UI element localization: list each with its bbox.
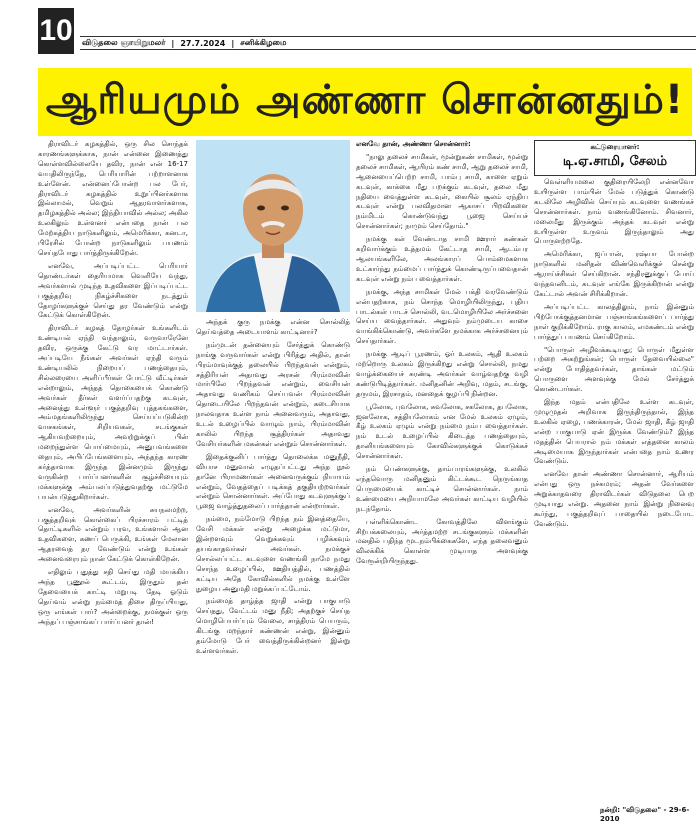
header-separator: |: [231, 38, 235, 48]
headline-banner: [38, 68, 692, 136]
paragraph: எனவே, அவர்களின் சுயநலமற்ற, பகுத்தறிவுக் கொள்கைப் பிரச்சாரம் பட்டித் தொட்டிகளில் என்றும் பரவ, உங்களால் ஆன உதவிகளை, கணப் பெருக்கி, உங்கள் மேலான ஆதரவைத் தர வேண்டும் என்று உங்கள் அனைவரையும் நான் கேட்டுக் கொள்கிறேன்.: [38, 505, 188, 564]
paragraph: எனவே, அப்படிப்பட்ட பெரியார் தொண்டர்கள் தைரியமாக வெளியே வந்து, அவர்களால் முடிந்த உதவிகளை இப்படிப்பட்ட பகுத்தறிவு நிகழ்ச்சிகளை நடத்தும் தோழர்களுக்குச் செய்து தர வேண்டும் என்று கேட்டுக் கொள்கிறேன்.: [38, 261, 188, 320]
paragraph: பூலோக, புவலோக, சுவலோக, சகலோக, தபலோக, ஜனலோக, சத்தியலோகம் என மேல் உலகம் ஏழும், கீழ் உலகம் ஏழும் என்று நம்மை நம்ப வைத்தார்கள். நம் உடல் உழைப்பில் கிடைத்த பணத்தையும், தானியங்களையும் கோவில்களுக்குக் கொடுக்கச் சொன்னார்கள்.: [356, 402, 528, 461]
paragraph: "நாலு தலைச் சாமிகள், மூன்றுகண் சாமிகள், மூன்று தலைச் சாமிகள், ஆயிரம் கண் சாமி, ஆறு தலைச் சாமி, ஆனையைப்பெற்ற சாமி, பாம்பு சாமி, காளை ஏறும் கடவுள், காக்கை மீது பறக்கும் கடவுள், தலை மீது நதியை வைத்துள்ள கடவுள், கையில் சூலம் ஏந்திய கடவுள் என்று பலவிதமான ஆகாசப் பிறவிகளை நம்மிடம் கொண்டுவந்து பூஜை செய்யச் சொன்னார்கள்; நாமும் செய்தோம்.": [356, 152, 528, 231]
publication-name: விடுதலை ஞாயிறுமலர்: [82, 38, 166, 47]
paragraph: திராவிடர் கழகத்தில், ஒரு சில சொந்தக் காரணங்களுக்காக, நான் என்னை இணைத்து கொள்ளவில்லையே தவிர, நான் என் 16-17 வயதிலிருந்தே, பெரியாரின் பற்றாளனாக உள்ளேன். என்னைப்போன்ற பல பேர், திராவிடர் கழகத்தில் உறுப்பினர்களாக இல்லாமல், வெறும் ஆதரவாளர்களாக, தமிழகத்தில் அல்ல; இந்தியாவில் அல்ல; அகில உலகிலும் உள்ளனர் என்பதை நான் பல மேற்கத்திய நாடுகளிலும், அமெரிக்கா, கனடா, பிரேசில் போன்ற நாடுகளிலும் பயணம் செய்தபோது பார்த்திருக்கிறேன்.: [38, 140, 188, 257]
header-strip: [80, 36, 696, 50]
byline-box: [534, 140, 696, 176]
byline-author: டி.ஏ.சாமி, சேலம்: [562, 154, 668, 169]
paragraph: வெள்ளியமலை குதிரையிலேறி என்னவோ உயிருள்ள பாம்பின் மேல் படுத்துக் கொண்டு கடலிலே அழிவில் செய்யும் கடவுளை வணங்கச் சொன்னார்கள். நாம் வணங்கினோம். சிவனார், மலைமீது இருக்கும் அந்தக் கடவுள் என்று உயிருள்ள உருவம் இருந்தாலும் அது பொருளற்றதே.: [534, 178, 694, 246]
issue-date: 27.7.2024: [180, 38, 226, 48]
issue-day: சனிக்கிழமை: [240, 38, 287, 47]
paragraph: இந்த மதம் என்பதிலே உள்ள கடவுள், முழுமுதல் அறிவாக இருந்திருந்தால், இந்த உலகில் ஏழை, பணக்காரன், மேல் ஜாதி, கீழ் ஜாதி என்ற பாகுபாடு ஏன் இருக்க வேண்டும்? இந்த மதத்தின் பெயரால் நம் மக்கள் எத்தனை காலம் அடிமையாக இருந்தார்கள் என்பதை நாம் உணர வேண்டும்.: [534, 398, 694, 466]
source-credit: நன்றி: "விடுதலை" - 29-6-2010: [600, 806, 690, 823]
article-column-2: [196, 318, 350, 814]
paragraph: எதிலும் புதுத்து சதி செய்து மதி மயக்கிய அந்த பூணூல் கூட்டம், இருதும் தன் தேவையைக் காட்டி மறுபடி தேடி ஓடும் தெய்வம் என்று நம்மைத் திசை திருப்பியது, ஒரு எங்கள் பார்? அன்றைக்கு, நமக்குள் ஒரு அந்தப் பஞ்சாங்கப் பார்ப்பனர் தான்!: [38, 568, 188, 626]
page-header: [0, 0, 700, 64]
section-subhead: எனவே தான், அண்ணா சொன்னார்:: [356, 140, 471, 148]
page-number: 10: [38, 8, 74, 54]
paragraph: "பொருள் அழிவக்கூடியது; பொருள் மீதுள்ள பற்றை அகற்றுங்கள்; பொருள் தேவையில்லை" என்று போதித்தவர்கள், தாங்கள் மட்டும் பொருளை அளவுக்கு மேல் சேர்த்துக் கொண்டார்கள்.: [534, 345, 694, 394]
paragraph: எனவே தான் அண்ணா சொன்னார், ஆரியம் என்பது ஒரு நச்சுமரம்; அதன் வேர்களை அறுக்காதவரை திராவிடர்கள் விடுதலை பெற முடியாது என்று. அதனை நாம் இன்று நினைவு கூர்ந்து, பகுத்தறிவுப் பாதையில் நடைபோட வேண்டும்.: [534, 470, 694, 528]
paragraph: நமக்கு கள் வேண்டாத சாமி ஊரார் கண்கள் கறிவார்க்கும் உத்தமம் கேட்டாத சாமி, ஆடம்பர ஆலயங்களிலே, அலங்காரப் பொம்மைகளாக உட்கார்ந்து நம்மைப் பார்த்துக் கொண்டிருப்பவைதான் கடவுள் என்று நம்ப வைத்தார்கள்.: [356, 235, 528, 283]
paragraph: நம்மை, நம்மோடு பிறந்த நம் இனத்தையே, வேசி மக்கள் என்று அழைக்க மட்டுமா, இன்றளவும் வெறுக்கவும் பழிக்கவும் தயங்காதவர்கள் அவர்கள். நமக்குச் சொல்லப்பட்ட கடவுளை வணங்கி நாமே நமது சொந்த உழைப்பில், ஊதியத்தில், பணத்தில் கட்டிய அதே கோவில்களில் நமக்கு உள்ளே நுழைய அனுமதி மறுக்கப்பட்டோம்.: [196, 515, 350, 593]
paragraph: இதைக்குனிப் பார்த்து தொலைக்க மனுநீதி, வியாச மனுவால் எழுதப்பட்டது அந்த நூல் தானே பிராமணர்கள் அனைவருக்கும் நியாயம் என்றும், வேதத்தைப் படிக்கத் தகுதியற்றவர்கள் என்றும் சொன்னார்கள். அப்போது கடவுளுக்குப் பூஜை வாழ்த்துதலைப் பார்த்தான் என்றார்கள்.: [196, 452, 350, 511]
paragraph: நம்மைத் தாழ்த்த ஜாதி என்று பாகுபாடு செய்தது, வேட்டம் மனு நீதி; அதற்குச் செய்த மொழிபெயர்ப்பும் வேலை, சாத்திரம் பெயரும், கிடங்கு மறந்தார் கண்ணன் என்று, இன்னும் தம்மோடு பேர் வைத்திருக்கின்றனர் இன்று உள்ளவர்கள்.: [196, 597, 350, 655]
paragraph: திராவிடர் கழகத் தோழர்கள் உங்களிடம் உண்டியல் ஏந்தி வந்தாலும், வருவாரேனே தவிர, ஒருக்கு கேட்டு வர மாட்டார்கள். அப்படியே நீங்கள் அவர்கள் ஏந்தி வரும் உண்டியலில் நிறையப் பணத்தையும், சில்லரையை அளிப்பீர்கள் போட்டு வீட்டிர்கள் என்றாலும், அந்தத் தொகையைக் கொண்டு அவர்கள் தீர்கள் வளர்ப்பதற்கு கடவுள், அனைத்து உள்ளூர் பகுத்தறிவு புத்தகங்களை, அம்மதங்களிலிருந்து செய்யப்படுகின்ற வாசகங்கள், சிறியவகள், சடங்குகள் ஆகியவற்றையும், அவற்றுக்குப் பின் மறைந்துள்ள பொய்மையும், அனுபவங்களை தையும், அபிப்பேங்களையும், அந்தந்த காரண கர்த்தாவாக இருந்த இன்னமும் இருந்து வருகின்ற பார்ப்பனர்களின் சூழ்ச்சியையும் மக்களுக்கு அம்பலப்படுத்துவதற்கு மட்டுமே பயன்படுத்துகிறார்கள்.: [38, 324, 188, 501]
portrait-illustration: [196, 140, 350, 312]
article-column-1: [38, 140, 188, 814]
byline-label: கட்டுரையாளர்:: [590, 143, 640, 151]
paragraph: அமெரிக்கா, ஜப்பான், ரஷ்யா போன்ற நாடுகளில் மனிதன் விண்வெளிக்குச் சென்று ஆராய்ச்சிகள் செய்கிறான். சந்திரனுக்குப் போய் வந்தவனிடம், கடவுள் எங்கே இருக்கிறான் என்று கேட்டால் அவன் சிரிக்கிறான்.: [534, 250, 694, 298]
paragraph: நம் பெண்களுக்கு, தாம்பாரங்களுக்கு, உலகில் எந்தவொரு மனிதனும் கிட்டக்கூட நெருங்காத பெருமையைக் காட்டிச் சொன்னார்கள். நாம் உண்மையை அறியாமலே அவர்கள் காட்டிய வழியில் நடந்தோம்.: [356, 465, 528, 513]
paragraph: அந்தக் குரு நமக்கு என்ன சொல்லித் தெய்வத்தை அடையாளம் காட்டினார்?: [196, 318, 350, 336]
paragraph: நம்முடன் தன்னையும் சேர்த்துக் கொண்டு நாங்கு வருவார்கள் என்று பிரித்து அதில், தான் பிரம்மாவுக்குத் தலையில் பிறந்தவன் என்றும், சத்திரியன் அதாவது அரசன் பிரம்மாவின் மார்பிலே பிறந்தவன் என்றும், வைசியன் அதாவது வணிகம் செய்பவன் பிரம்மாவின் தொடையிலே பிறந்தவன் என்றும், கடைசியாக நாலவதாக உள்ள நாம் அனைவரும், அதாவது, உடல் உழைப்பில் வாழும் நாம், பிரம்மாவின் காலில் பிறந்த சூத்திரர்கள் அதாவது வேசியர்களின் மகன்கள் என்றும் சொன்னார்கள்.: [196, 340, 350, 448]
author-portrait: [196, 140, 350, 312]
headline: ஆரியமும் அண்ணா சொன்னதும்!: [45, 76, 685, 123]
article-column-4: [534, 178, 694, 814]
paragraph: நமக்கு ஆடிப் பூரணம், ஓர் உலகம், ஆதி உலகம் மற்றொரு உலகம் இருக்கிறது என்று சொல்லி, நமது வாழ்க்கையைச் சுரண்டி அவர்கள் வாழ்வதற்கு வழி கண்டுபிடித்தார்கள். மனிதனின் அறிவு, மதம், சடங்கு, தருமம், இரசாதம், மனதைக் குழப்பி நின்றன.: [356, 350, 528, 398]
article-column-3: [356, 140, 528, 814]
paragraph: அப்படிப்பட்ட காலத்திலும், நாம் இன்னும் பிற்போக்குத்தனமான பஞ்சாங்கங்களைப் பார்த்து நாள் குறிக்கிறோம். ராகு காலம், எமகண்டம் என்று பார்த்துப் பயணம் செய்கிறோம்.: [534, 302, 694, 341]
paragraph: பள்ளிக்கொண்ட கோவத்திலே விளங்கும் சிற்பக்கலையும், அர்த்தமற்ற சடங்குகளும் மக்களின் மனதில் பதிந்த மூடநம்பிக்கைகளே, எந்த தலைவனும் விலக்கிக் கொள்ள முடியாத அளவுக்கு வேரூன்றியிருந்தது.: [356, 517, 528, 566]
header-separator: |: [171, 38, 175, 48]
paragraph: நமக்கு, அந்த சாமிகள் மேல் பக்தி வரவேண்டும் என்பதற்காக, நம் சொந்த மொழியிலிருந்து, புதிய பாடல்கள் பாடச் சொல்லி, வடமொழியிலே அர்ச்சனை செய்ய வைத்தார்கள். அதுவும் நம்முடைய காசை வாங்கிக்கொண்டு, அவர்களே நமக்காக அர்ச்சனையும் செய்தார்கள்.: [356, 287, 528, 346]
